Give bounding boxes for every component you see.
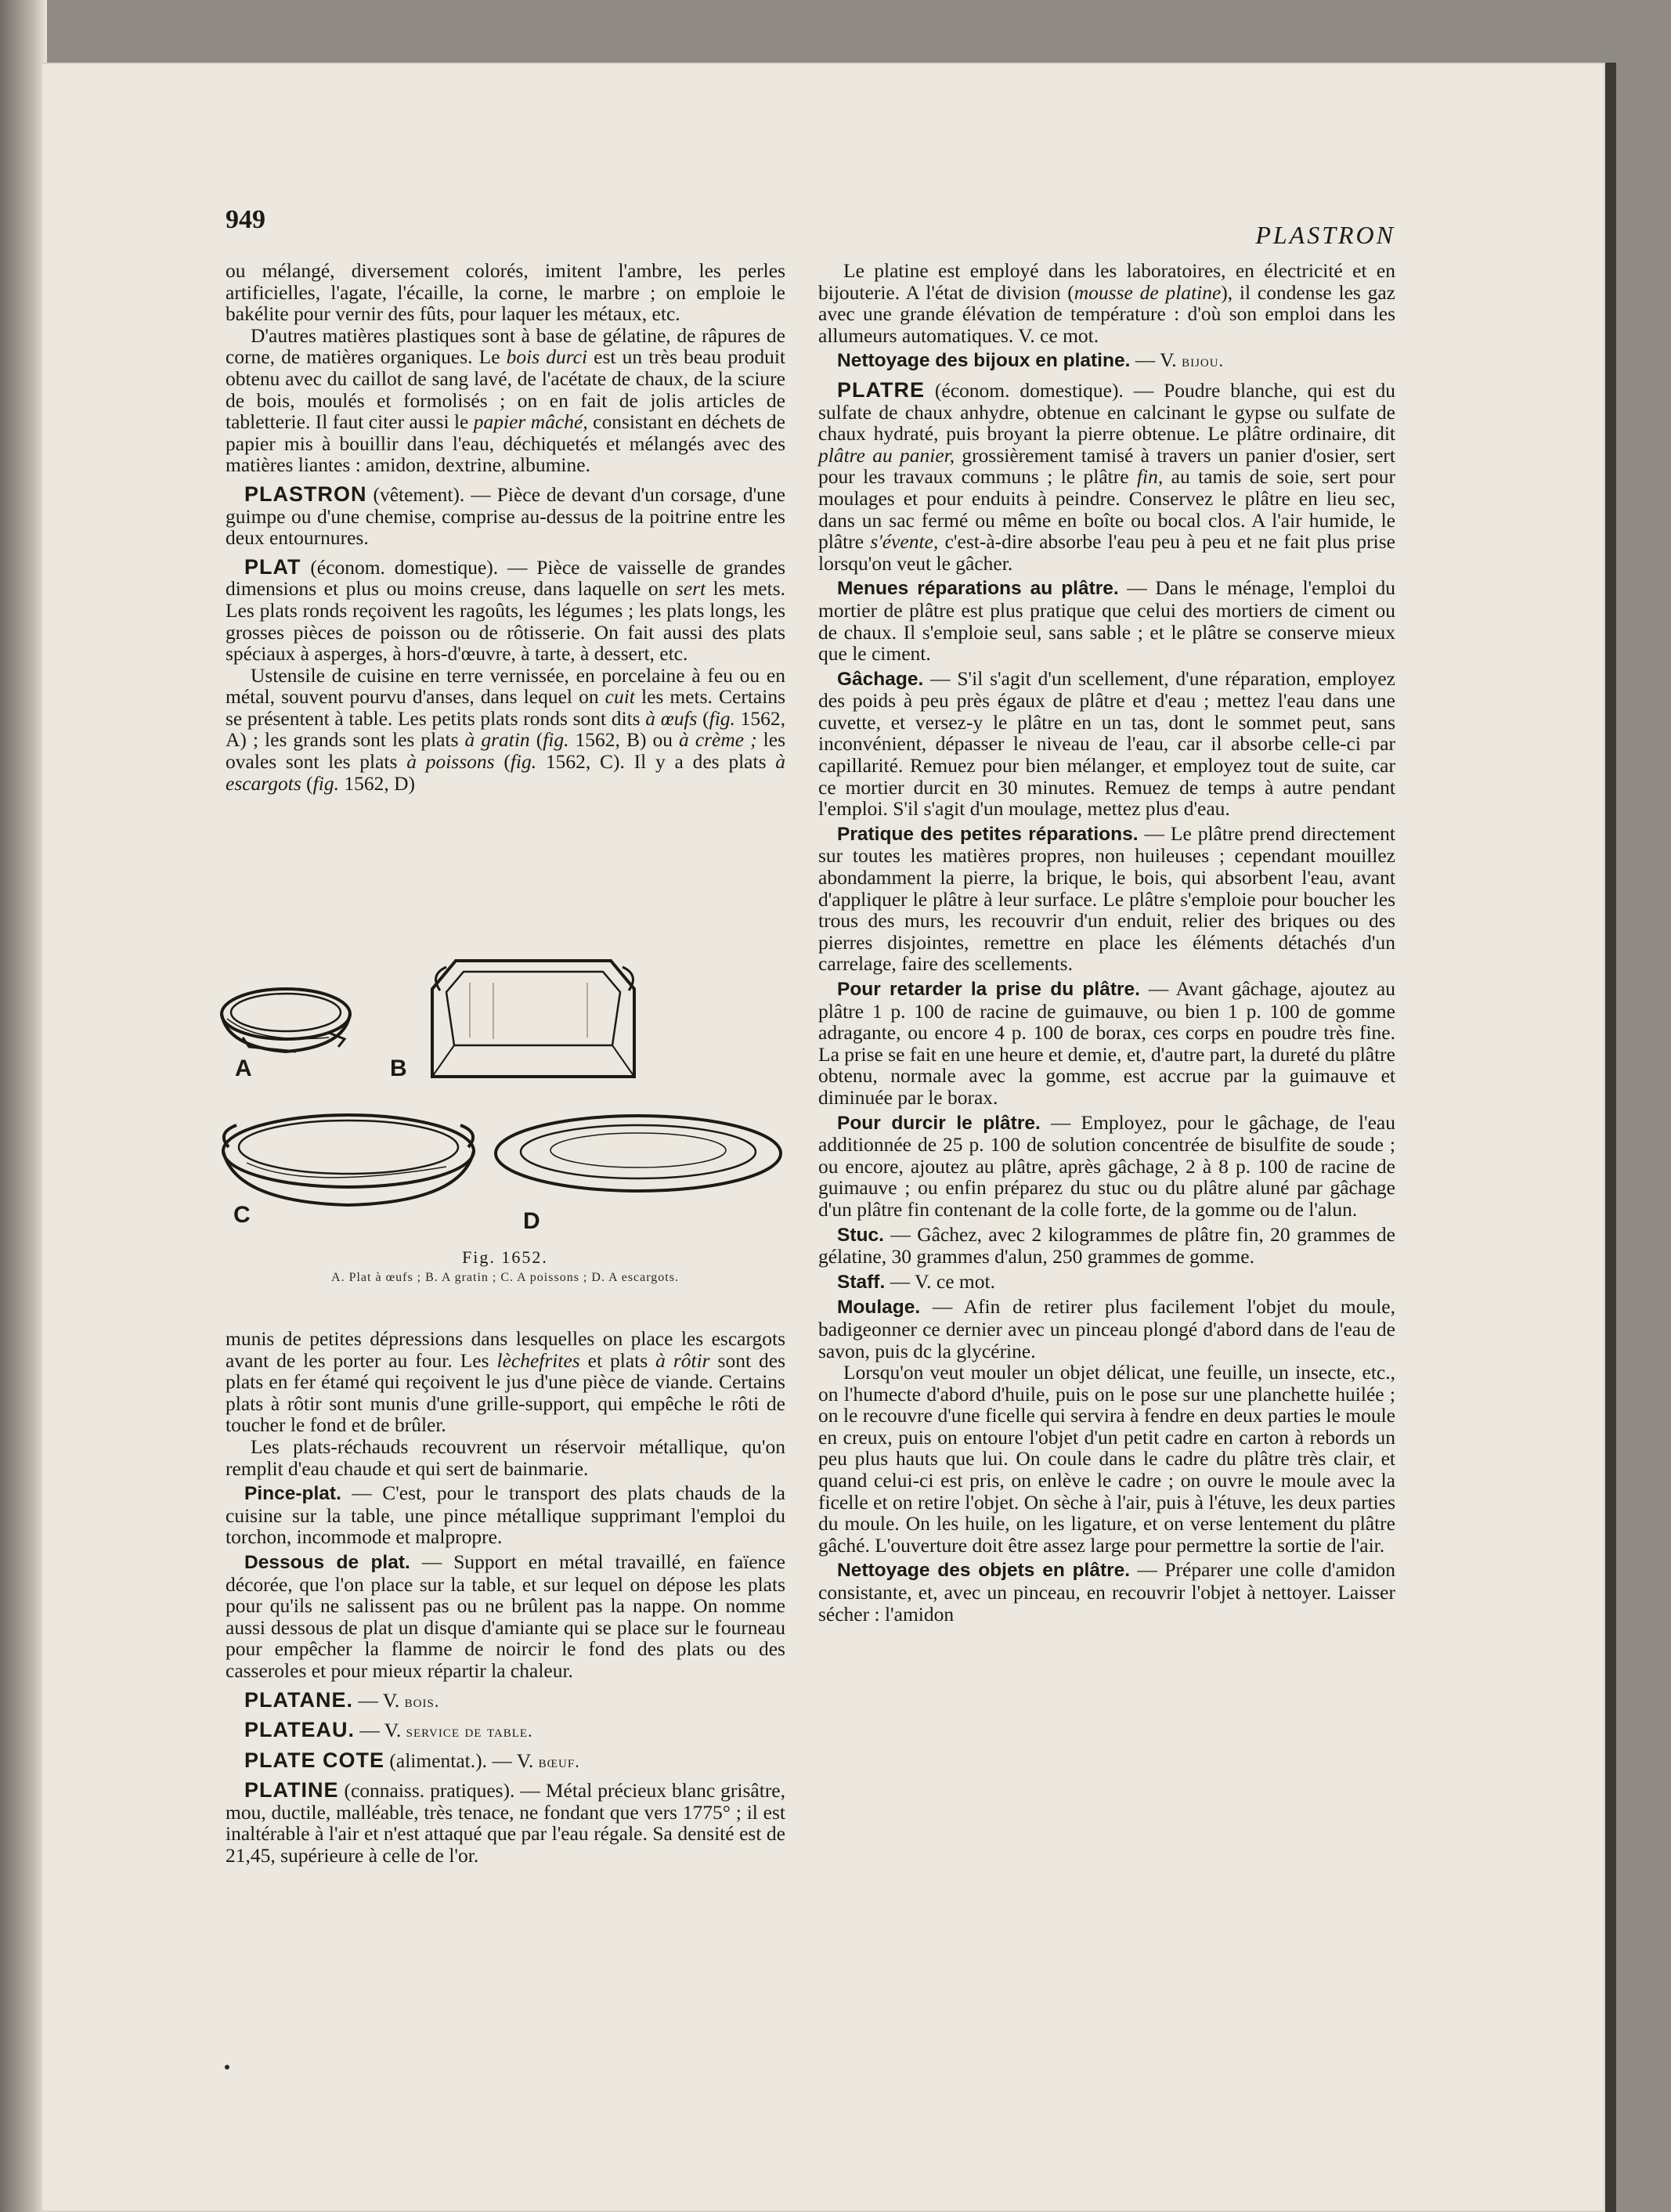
page-number: 949 (226, 205, 265, 234)
headword: PLAT (244, 554, 301, 579)
entry-menues-reparations: Menues réparations au plâtre. — Dans le ménage, l'emploi du mortier de plâtre est plus pratique que celui des mortiers de ciment ou de chaux. Il s'emploie seul, sans sable ; et le plâtre se conserve mieux que le ciment. (818, 576, 1395, 666)
page-mark (225, 2065, 229, 2069)
paragraph: Lorsqu'on veut mouler un objet délicat, une feuille, un insecte, etc., on l'humecte d'abord d'huile, puis on le pose sur une planchette huilée ; on le recouvre d'une ficelle qui servira à fendre en deux parties le moule en creux, puis on entoure l'objet d'un petit cadre en carton à rebords un peu plus hauts que lui. On coule dans le cadre du plâtre très clair, et quand celui-ci est pris, on enlève le cadre ; on ouvre le moule avec la ficelle et on retire l'objet. On sèche à l'air, puis à l'étuve, les deux parties du moule. On les huile, on les ligature, et on verse lentement du plâtre gâché. L'ouverture doit être assez large pour permettre la sortie de l'air. (818, 1361, 1395, 1557)
subheading: Menues réparations au plâtre. (837, 578, 1119, 600)
running-title: PLASTRON (1255, 221, 1395, 249)
figure-plats (211, 951, 799, 1312)
entry-dessous-de-plat: Dessous de plat. — Support en métal travaillé, en faïence décorée, que l'on place sur la table, et sur lequel on dépose les plats pour qu'ils ne salissent pas ou ne brûlent pas la nappe. On nomme aussi dessous de plat un disque d'amiante qui se place sur le fourneau pour empêcher la flamme de noircir le fond des plats ou des casseroles et pour mieux répartir la chaleur. (226, 1550, 785, 1682)
entry-gachage: Gâchage. — S'il s'agit d'un scellement, d'une réparation, employez des poids à peu près égaux de plâtre et d'eau ; mettez l'eau dans une cuvette, et versez-y le plâtre en un tas, dont le sommet peut, sans inconvénient, dépasser le niveau de l'eau, car il absorbe celle-ci par capillarité. Remuez pour bien mélanger, et employez tout de suite, car ce mortier durcit en 30 minutes. Remuez de temps à autre pendant l'emploi. S'il s'agit d'un moulage, mettez plus d'eau. (818, 666, 1395, 821)
paragraph: Les plats-réchauds recouvrent un réservoir métallique, qu'on remplit d'eau chaude et qui sert de bainmarie. (226, 1434, 785, 1480)
headword: PLATANE. (244, 1687, 353, 1712)
dish-c-illustration (223, 1115, 474, 1205)
entry-pratique-reparations: Pratique des petites réparations. — Le plâtre prend directement sur toutes les matières propres, non huileuses ; cependant mouillez abondamment la pierre, la brique, le bois, qui absorbent l'eau, avant d'appliquer le plâtre à leur surface. Le plâtre s'emploie pour boucher les trous des murs, les recouvrir d'un enduit, relier des briques ou des pierres disjointes, remettre en place les éléments détachés d'un carrelage, faire des scellements. (818, 821, 1396, 976)
subheading: Nettoyage des bijoux en platine. (837, 350, 1131, 372)
subheading: Pince-plat. (244, 1483, 341, 1505)
paragraph: ou mélangé, diversement colorés, imitent l'ambre, les perles artificielles, l'agate, l'écaille, la corne, le marbre ; on emploie le bakélite pour vernir des fûts, pour laquer les métaux, etc. (226, 259, 785, 326)
figure-label-a: A (235, 1055, 252, 1081)
entry-plate-cote: PLATE COTE (alimentat.). — V. bœuf. (244, 1748, 580, 1772)
entry-plastron: PLASTRON (vêtement). — Pièce de devant d'un corsage, d'une guimpe ou d'une chemise, comprise au-dessus de la poitrine entre les deux entournures. (226, 482, 785, 550)
left-column-top (226, 260, 785, 794)
headword: PLATE COTE (244, 1748, 385, 1772)
paragraph: Le platine est employé dans les laboratoires, en électricité et en bijouterie. A l'état de division (mousse de platine), il condense les gaz avec une grande élévation de température : d'où son emploi dans les allumeurs automatiques. V. ce mot. (818, 259, 1395, 347)
subheading: Stuc. (837, 1224, 884, 1246)
entry-durcir-platre: Pour durcir le plâtre. — Employez, pour le gâchage, de l'eau additionnée de 25 p. 100 de solution concentrée de bisulfite de soude ; ou encore, ajoutez au plâtre, après gâchage, 2 à 8 p. 100 de racine de guimauve ; ou enfin préparez du stuc ou du plâtre aluné par gâchage d'un plâtre fin contenant de la colle forte, de la gomme ou de l'alun. (818, 1110, 1395, 1221)
entry-nettoyage-bijoux: Nettoyage des bijoux en platine. — V. bijou. (837, 348, 1225, 372)
subheading: Gâchage. (837, 668, 924, 690)
entry-stuc: Stuc. — Gâchez, avec 2 kilogrammes de plâtre fin, 20 grammes de gélatine, 30 grammes d'alun, 250 grammes de gomme. (818, 1222, 1395, 1268)
dish-d-illustration (496, 1116, 781, 1191)
headword: PLATINE (244, 1778, 339, 1802)
headword: PLATEAU. (244, 1718, 355, 1742)
subheading: Moulage. (837, 1297, 921, 1319)
entry-retarder-prise: Pour retarder la prise du plâtre. — Avant gâchage, ajoutez au plâtre 1 p. 100 de racine de guimauve, ou bien 1 p. 100 de gomme adragante, ou encore 4 p. 100 de borax, ces corps en poudre très fine. La prise se fait en une heure et demie, et, d'autre part, la dureté du plâtre obtenu, normale avec la gomme, est accrue par la guimauve et diminuée par le borax. (818, 977, 1395, 1109)
right-column (818, 260, 1395, 1625)
entry-plat: PLAT (économ. domestique). — Pièce de vaisselle de grandes dimensions et plus ou moins creuse, dans laquelle on sert les mets. Les plats ronds reçoivent les ragoûts, les légumes ; les plats longs, les grosses pièces de poisson ou de rôtisserie. On fait aussi des plats spéciaux à asperges, à hors-d'œuvre, à tarte, à dessert, etc. (226, 554, 785, 666)
figure-title: Fig. 1652. (462, 1247, 548, 1267)
figure-label-d: D (523, 1208, 540, 1234)
subheading: Staff. (837, 1271, 886, 1293)
book-gutter (0, 0, 47, 2212)
figure-label-b: B (390, 1055, 407, 1081)
left-column-bottom (226, 1328, 785, 1867)
dish-illustration (211, 951, 799, 1249)
subheading: Pratique des petites réparations. (837, 823, 1139, 845)
paragraph: D'autres matières plastiques sont à base de gélatine, de râpures de corne, de matières organiques. Le bois durci est un très beau produit obtenu avec du caillot de sang lavé, de l'acétate de chaux, de la sciure de bois, moulés et formolisés ; on en fait de jolis articles de tabletterie. Il faut citer aussi le papier mâché, consistant en déchets de papier mis à bouillir dans l'eau, déchiquetés et mélangés avec des matières liantes : amidon, dextrine, albumine. (226, 323, 785, 477)
headword: PLASTRON (244, 482, 367, 506)
subheading: Nettoyage des objets en plâtre. (837, 1560, 1131, 1582)
page-edge (1605, 63, 1616, 2212)
figure-caption: A. Plat à œufs ; B. A gratin ; C. A poissons ; D. A escargots. (331, 1271, 679, 1284)
paragraph: munis de petites dépressions dans lesquelles on place les escargots avant de les porter au four. Les lèchefrites et plats à rôtir sont des plats en fer étamé qui reçoivent le jus d'une pièce de viande. Certains plats à rôtir sont munis d'une grille-support, qui empêche le rôti de toucher le fond et de brûler. (226, 1327, 785, 1437)
entry-nettoyage-objets: Nettoyage des objets en plâtre. — Préparer une colle d'amidon consistante, et, avec un pinceau, en recouvrir l'objet à nettoyer. Laisser sécher : l'amidon (818, 1558, 1395, 1626)
entry-plateau: PLATEAU. — V. service de table. (244, 1718, 533, 1742)
subheading: Dessous de plat. (244, 1551, 410, 1573)
entry-platine: PLATINE (connaiss. pratiques). — Métal précieux blanc grisâtre, mou, ductile, malléable, très tenace, ne fondant que vers 1775° ; il est inaltérable à l'air et n'est attaqué que par l'eau régale. Sa densité est de 21,45, supérieure à celle de l'or. (226, 1778, 785, 1867)
dish-b-illustration (432, 961, 634, 1077)
figure-label-c: C (233, 1202, 251, 1228)
entry-platane: PLATANE. — V. bois. (244, 1687, 440, 1712)
dish-a-illustration (222, 989, 350, 1052)
entry-moulage: Moulage. — Afin de retirer plus facilement l'objet du moule, badigeonner ce dernier avec un pinceau plongé d'abord dans de l'eau de savon, puis dc la glycérine. (818, 1295, 1395, 1362)
subheading: Pour retarder la prise du plâtre. (837, 979, 1140, 1000)
headword: PLATRE (837, 377, 925, 402)
paragraph: Ustensile de cuisine en terre vernissée, en porcelaine à feu ou en métal, souvent pourvu d'anses, dans lequel on cuit les mets. Certains se présentent à table. Les petits plats ronds sont dits à œufs (fig. 1562, A) ; les grands sont les plats à gratin (fig. 1562, B) ou à crème ; les ovales sont les plats à poissons (fig. 1562, C). Il y a des plats à escargots (fig. 1562, D) (226, 663, 786, 795)
entry-platre: PLATRE (économ. domestique). — Poudre blanche, qui est du sulfate de chaux anhydre, obtenue en calcinant le gypse ou sulfate de chaux hydraté, puis broyant la pierre obtenue. Le plâtre ordinaire, dit plâtre au panier, grossièrement tamisé à travers un panier d'osier, sert pour les travaux communs ; le plâtre fin, au tamis de soie, sert pour moulages et pour enduits à peindre. Conservez le plâtre en lieu sec, dans un sac fermé ou même en boîte ou bocal clos. A l'air humide, le plâtre s'évente, c'est-à-dire absorbe l'eau peu à peu et ne fait plus prise lorsqu'on veut le gâcher. (818, 377, 1395, 575)
entry-staff: Staff. — V. ce mot. (837, 1269, 995, 1293)
subheading: Pour durcir le plâtre. (837, 1112, 1041, 1134)
entry-pince-plat: Pince-plat. — C'est, pour le transport des plats chauds de la cuisine sur la table, une pince métallique supprimant l'emploi du torchon, incommode et malpropre. (226, 1481, 785, 1549)
